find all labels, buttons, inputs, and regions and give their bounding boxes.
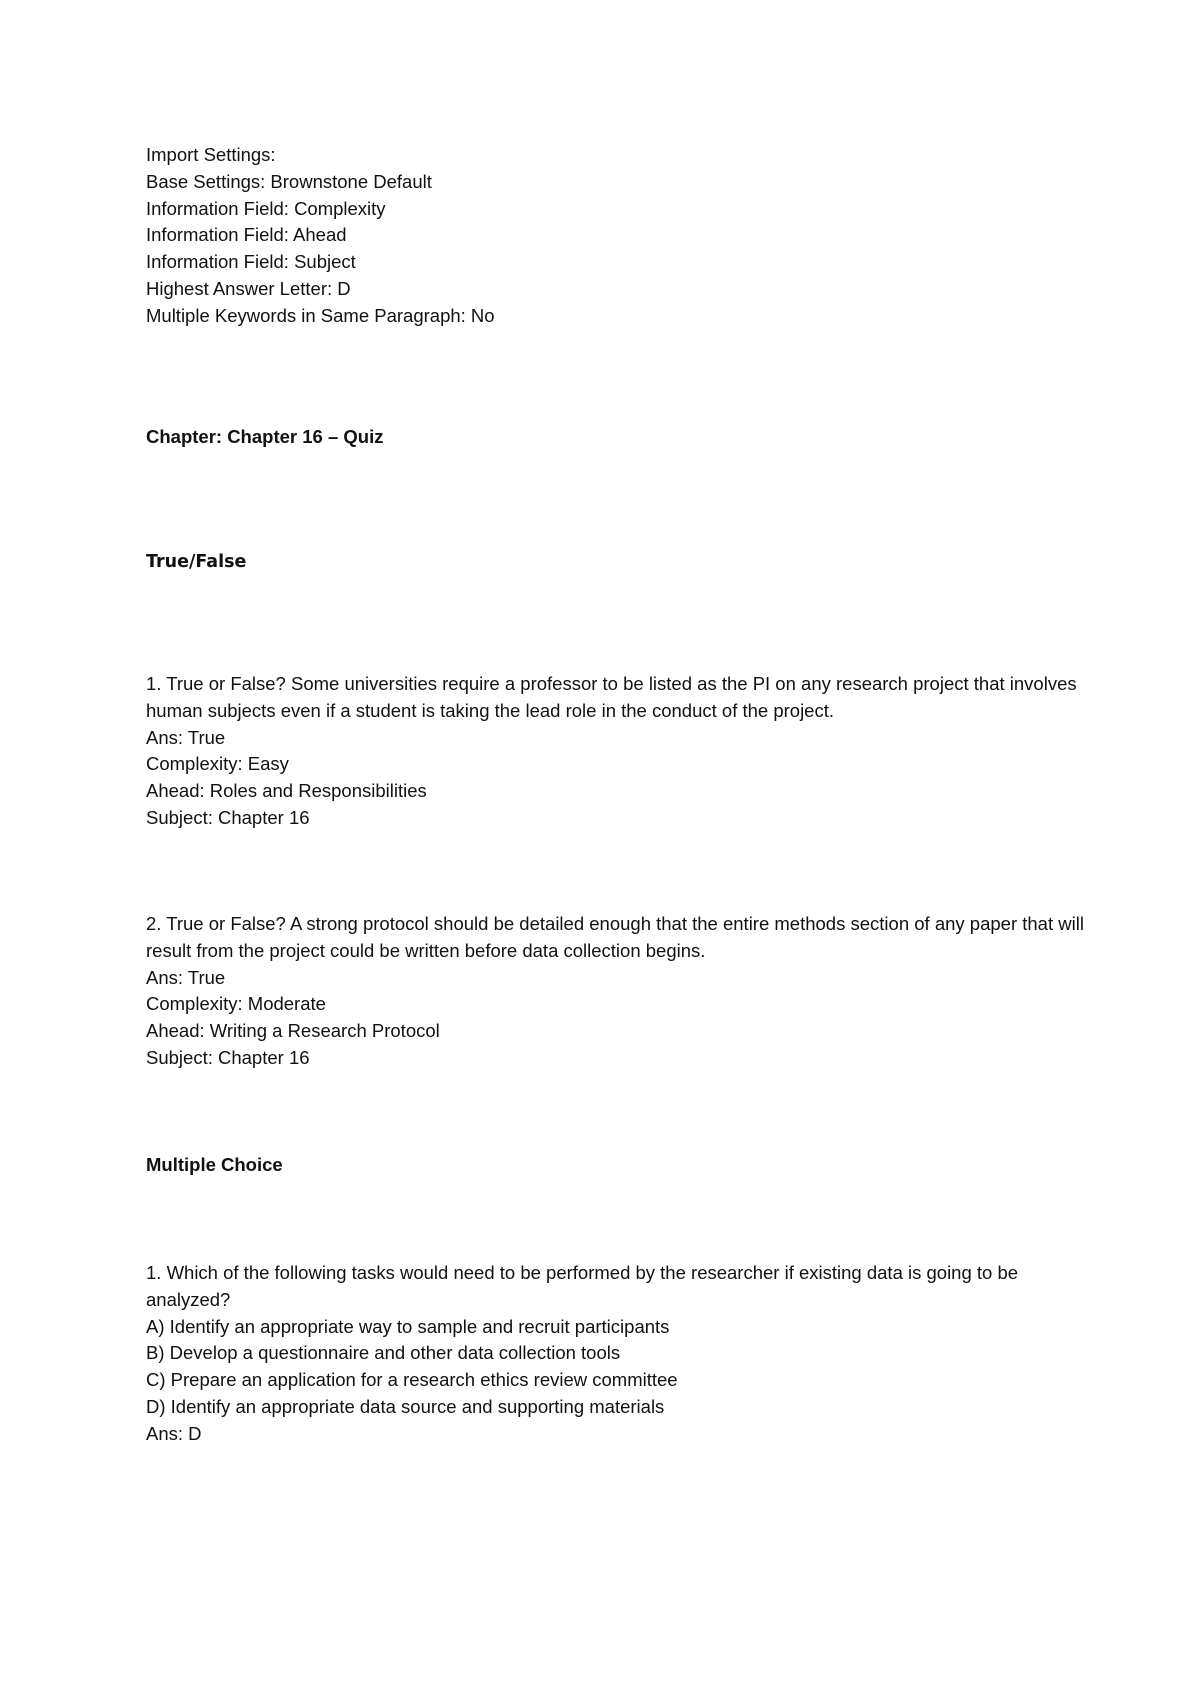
multiple-choice-question-1 [146,1260,1096,1448]
true-false-question-1 [146,671,1096,832]
import-settings-title: Import Settings: [146,144,276,165]
question-answer: Ans: True [146,726,226,748]
question-subject: Subject: Chapter 16 [146,1046,310,1068]
question-text: 1. True or False? Some universities require a professor to be listed as the PI on any research project that involves human subjects even if a student is taking the lead role in the conduct of the project. [146,673,1077,721]
import-setting-line: Information Field: Subject [146,251,356,273]
question-complexity: Complexity: Moderate [146,993,326,1015]
import-setting-line: Information Field: Ahead [146,224,347,246]
question-complexity: Complexity: Easy [146,753,289,775]
true-false-question-2 [146,911,1096,1072]
import-setting-line: Multiple Keywords in Same Paragraph: No [146,304,495,326]
question-text: 1. Which of the following tasks would need to be performed by the researcher if existing data is going to be analyzed? [146,1262,1019,1310]
question-subject: Subject: Chapter 16 [146,806,310,828]
chapter-heading: Chapter: Chapter 16 – Quiz [146,426,384,447]
question-answer: Ans: D [146,1422,202,1444]
import-setting-line: Base Settings: Brownstone Default [146,170,432,192]
import-setting-line: Information Field: Complexity [146,197,386,219]
answer-option: D) Identify an appropriate data source and supporting materials [146,1395,665,1417]
question-answer: Ans: True [146,966,226,988]
import-settings [146,142,1096,330]
true-false-heading: True/False [146,552,247,572]
answer-option: C) Prepare an application for a research ethics review committee [146,1369,678,1391]
question-text: 2. True or False? A strong protocol should be detailed enough that the entire methods section of any paper that will result from the project could be written before data collection begins. [146,913,1084,961]
answer-option: B) Develop a questionnaire and other data collection tools [146,1342,621,1364]
question-ahead: Ahead: Writing a Research Protocol [146,1020,440,1042]
answer-option: A) Identify an appropriate way to sample and recruit participants [146,1315,670,1337]
question-ahead: Ahead: Roles and Responsibilities [146,780,427,802]
import-setting-line: Highest Answer Letter: D [146,277,351,299]
multiple-choice-heading: Multiple Choice [146,1154,283,1175]
